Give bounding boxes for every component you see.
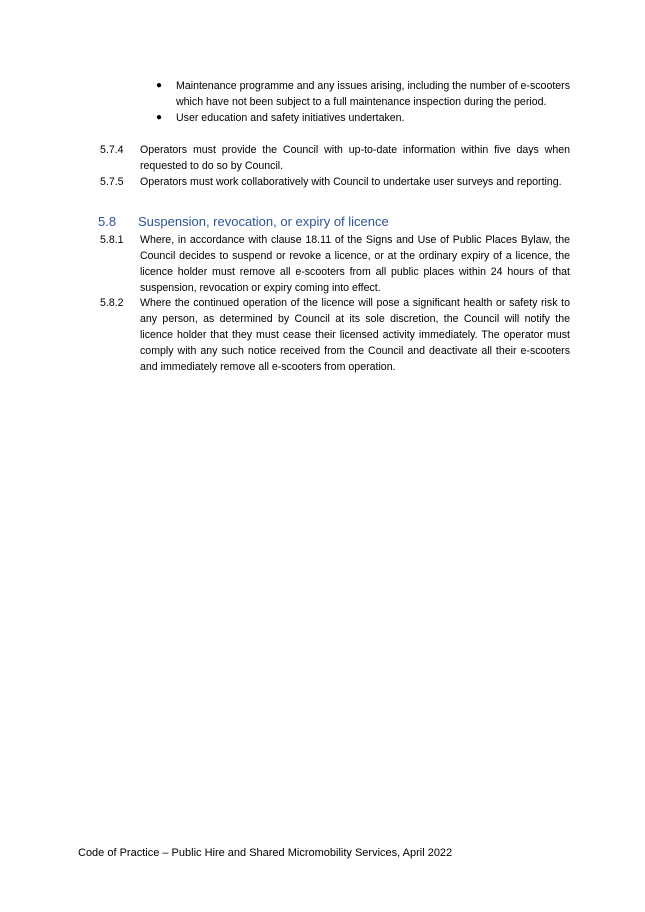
clause-5-8-2 bbox=[100, 295, 570, 375]
clause-number: 5.7.4 bbox=[100, 144, 124, 156]
clause-5-7-4 bbox=[100, 142, 570, 174]
section-title: Suspension, revocation, or expiry of licence bbox=[138, 214, 389, 229]
clause-text: Operators must provide the Council with up-to-date information within five days when requested to do so by Council. bbox=[140, 144, 570, 172]
list-item bbox=[140, 110, 570, 126]
bullet-text: Maintenance programme and any issues arising, including the number of e-scooters which have not been subject to a full maintenance inspection during the period. bbox=[176, 80, 570, 108]
clause-5-8-1 bbox=[100, 232, 570, 296]
bullet-list bbox=[140, 78, 570, 126]
list-item bbox=[140, 78, 570, 110]
page-footer: Code of Practice – Public Hire and Shared Micromobility Services, April 2022 bbox=[78, 847, 453, 859]
clause-text: Operators must work collaboratively with Council to undertake user surveys and reporting. bbox=[140, 176, 562, 188]
bullet-icon: ● bbox=[156, 112, 163, 123]
clause-5-7-5 bbox=[100, 174, 570, 190]
clause-text: Where, in accordance with clause 18.11 of the Signs and Use of Public Places Bylaw, the Council decides to suspend or revoke a licence, or at the ordinary expiry of a licence, the licence holder must remove all e-scooters from all public places within 24 hours of that suspension, revocation or expiry coming into effect. bbox=[140, 234, 570, 294]
clause-text: Where the continued operation of the licence will pose a significant health or safety risk to any person, as determined by Council at its sole discretion, the Council will notify the licence holder that they must cease their licensed activity immediately. The operator must comply with any such notice received from the Council and deactivate all their e-scooters and immediately remove all e-scooters from operation. bbox=[140, 297, 570, 373]
clause-number: 5.7.5 bbox=[100, 176, 124, 188]
bullet-text: User education and safety initiatives undertaken. bbox=[176, 112, 405, 124]
section-heading bbox=[98, 213, 389, 231]
section-number: 5.8 bbox=[98, 214, 117, 229]
clause-number: 5.8.1 bbox=[100, 234, 124, 246]
bullet-icon: ● bbox=[156, 80, 163, 91]
clause-number: 5.8.2 bbox=[100, 297, 124, 309]
